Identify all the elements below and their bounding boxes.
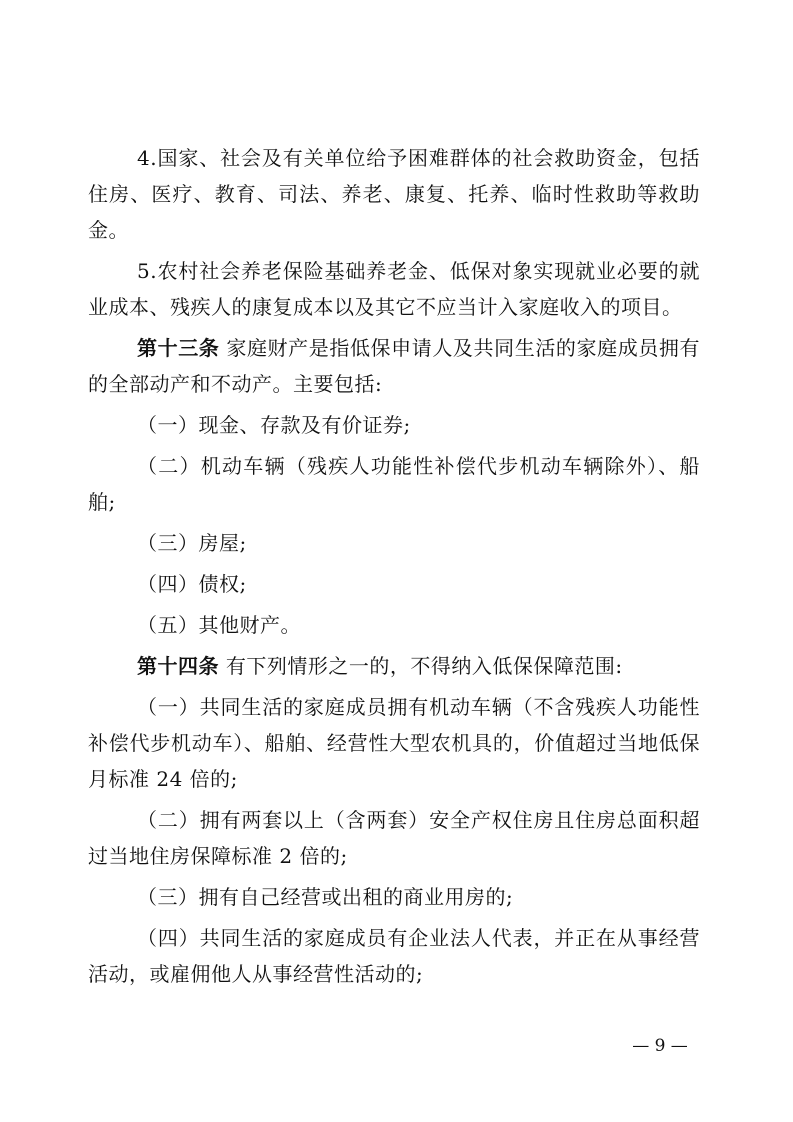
- paragraph-text: （四）债权;: [137, 572, 247, 596]
- paragraph: [88, 879, 700, 915]
- paragraph: [88, 689, 700, 797]
- paragraph-text: 4.国家、社会及有关单位给予困难群体的社会救助资金，包括住房、医疗、教育、司法、养老、康复、托养、临时性救助等救助金。: [88, 146, 700, 242]
- paragraph-text: （二）机动车辆（残疾人功能性补偿代步机动车辆除外）、船舶;: [88, 454, 700, 514]
- article-heading: 第十四条: [137, 654, 219, 678]
- paragraph-text: （三）拥有自己经营或出租的商业用房的;: [137, 885, 514, 909]
- paragraph: [88, 140, 700, 248]
- paragraph: [88, 648, 700, 684]
- paragraph-text: （四）共同生活的家庭成员有企业法人代表，并正在从事经营活动，或雇佣他人从事经营性活动的;: [88, 926, 700, 986]
- paragraph: [88, 330, 700, 402]
- paragraph-text: （三）房屋;: [137, 531, 247, 555]
- article-heading: 第十三条: [137, 336, 220, 360]
- paragraph-text: （五）其他财产。: [137, 613, 301, 637]
- page-number: — 9 —: [632, 1036, 688, 1056]
- paragraph: [88, 607, 700, 643]
- paragraph-text: （一）现金、存款及有价证券;: [137, 413, 411, 437]
- paragraph-text: 5.农村社会养老保险基础养老金、低保对象实现就业必要的就业成本、残疾人的康复成本以及其它不应当计入家庭收入的项目。: [88, 259, 700, 319]
- paragraph: [88, 448, 700, 520]
- paragraph: [88, 920, 700, 992]
- paragraph: [88, 253, 700, 325]
- paragraph-text: 家庭财产是指低保申请人及共同生活的家庭成员拥有的全部动产和不动产。主要包括:: [88, 336, 701, 396]
- paragraph: [88, 407, 700, 443]
- paragraph: [88, 802, 700, 874]
- paragraph: [88, 525, 700, 561]
- document-body: [88, 140, 700, 997]
- paragraph-text: 有下列情形之一的，不得纳入低保保障范围:: [219, 654, 623, 678]
- paragraph-text: （二）拥有两套以上（含两套）安全产权住房且住房总面积超过当地住房保障标准 2 倍的;: [88, 808, 700, 868]
- paragraph-text: （一）共同生活的家庭成员拥有机动车辆（不含残疾人功能性补偿代步机动车）、船舶、经营性大型农机具的，价值超过当地低保月标准 24 倍的;: [88, 695, 700, 791]
- paragraph: [88, 566, 700, 602]
